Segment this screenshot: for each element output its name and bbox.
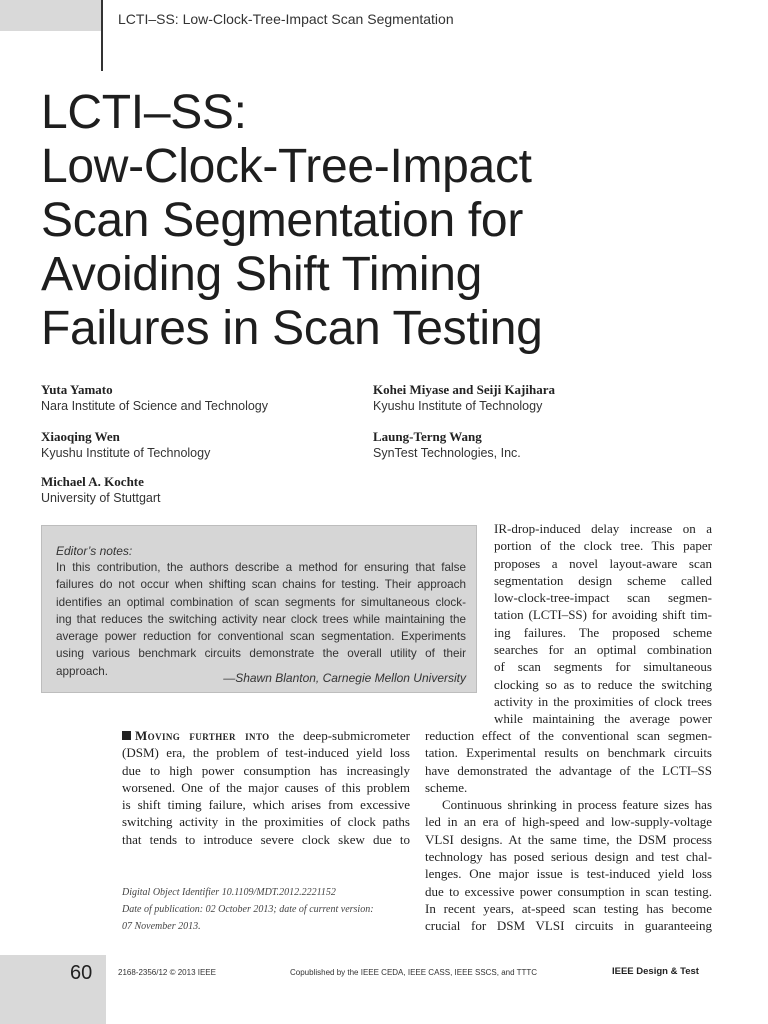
editor-notes-box: [41, 525, 477, 693]
body-line: of scan segments for simultaneous: [494, 659, 712, 675]
header-vertical-rule: [101, 0, 103, 71]
copublisher-line: Copublished by the IEEE CEDA, IEEE CASS, IEEE SSCS, and TTTC: [290, 968, 538, 977]
author-block: [41, 382, 268, 415]
body-line: lenges. One major issue is test-induced yield loss: [425, 866, 712, 882]
body-line: is shift timing failure, which arises from excessive: [122, 797, 410, 813]
editor-notes-line: identifies an optimal combination of scan segments for simultaneous clock-: [56, 595, 466, 609]
body-line: In recent years, at-speed scan testing has become: [425, 900, 712, 916]
title-line: Failures in Scan Testing: [41, 302, 543, 355]
body-line: portion of the clock tree. This paper: [494, 538, 712, 554]
author-name: Xiaoqing Wen: [41, 429, 120, 444]
body-line: led in an era of high-speed and low-supply-voltage: [425, 814, 712, 830]
date-note: Date of publication: 02 October 2013; date of current version:: [122, 904, 374, 915]
editor-notes-line: using various benchmark circuits demonstrate the overall utility of their: [56, 647, 466, 661]
publication-footnotes: [122, 884, 410, 935]
body-line: ing failures. The proposed scheme: [494, 624, 712, 640]
date-note-cont: 07 November 2013.: [122, 921, 201, 932]
body-line: VLSI designs. At the same time, the DSM process: [425, 831, 712, 847]
author-block: [373, 429, 521, 462]
body-line: segmentation design scheme called: [494, 572, 712, 588]
right-column-text: [425, 727, 712, 935]
body-line-first: [122, 727, 410, 744]
running-title: LCTI–SS: Low-Clock-Tree-Impact Scan Segmentation: [118, 11, 454, 27]
author-name: Yuta Yamato: [41, 382, 113, 397]
editor-signature: —Shawn Blanton, Carnegie Mellon University: [223, 671, 466, 685]
article-title: [41, 86, 731, 356]
author-affiliation: University of Stuttgart: [41, 491, 161, 505]
editor-notes-line: approach.: [56, 664, 108, 678]
body-line: clocking so as to reduce the switching: [494, 676, 712, 692]
body-line: that tends to introduce severe clock skew due to: [122, 831, 410, 847]
body-line: scheme.: [425, 779, 468, 795]
author-block: [41, 474, 161, 507]
body-line: technology has posed serious design and test chal-: [425, 849, 712, 865]
body-line: while maintaining the average power: [494, 711, 712, 727]
author-name: Kohei Miyase and Seiji Kajihara: [373, 382, 555, 397]
editor-notes-heading: Editor’s notes:: [56, 544, 133, 558]
author-affiliation: SynTest Technologies, Inc.: [373, 446, 521, 460]
body-line: (DSM) era, the problem of test-induced yield loss: [122, 745, 410, 761]
author-name: Michael A. Kochte: [41, 474, 144, 489]
issn-copyright: 2168-2356/12 © 2013 IEEE: [118, 968, 216, 977]
title-line: Low-Clock-Tree-Impact: [41, 140, 532, 193]
editor-notes-line: In this contribution, the authors describe a method for ensuring that false: [56, 561, 466, 574]
left-column-text: [122, 727, 410, 848]
editor-notes-body: [56, 560, 466, 681]
editor-notes-line: average power reduction for conventional scan segmentation. Experiments: [56, 630, 466, 644]
body-line: tation (LCTI–SS) for avoiding shift tim-: [494, 607, 712, 623]
lead-in-smallcaps: Moving further into: [135, 728, 270, 743]
editor-notes-line: ing that reduces the switching activity near clock trees while maintaining the: [56, 612, 466, 626]
header-gray-block: [0, 0, 101, 31]
title-line: Avoiding Shift Timing: [41, 248, 483, 301]
body-line: reduction effect of the conventional scan segmen-: [425, 728, 712, 743]
author-block: [41, 429, 210, 462]
editor-notes-line: failures do not occur when shifting scan chains for testing. Their approach: [56, 578, 466, 592]
body-line: have demonstrated the advantage of the LCTI–SS: [425, 762, 712, 778]
body-line: due to excessive power consumption in scan testing.: [425, 883, 712, 899]
body-line: low-clock-tree-impact scan segmen-: [494, 590, 712, 606]
author-name: Laung-Terng Wang: [373, 429, 482, 444]
author-affiliation: Kyushu Institute of Technology: [41, 446, 211, 460]
author-block: [373, 382, 555, 415]
journal-name: IEEE Design & Test: [612, 966, 699, 977]
title-line: LCTI–SS:: [41, 86, 247, 139]
section-start-square-icon: [122, 731, 131, 740]
page-number: 60: [70, 962, 93, 984]
doi-note: Digital Object Identifier 10.1109/MDT.2012.2221152: [122, 887, 336, 898]
body-line: worsened. One of the major causes of this problem: [122, 779, 410, 795]
body-line: proposes a novel layout-aware scan: [494, 555, 712, 571]
body-line: activity in the proximities of clock trees: [494, 693, 712, 709]
right-column-upper-text: [494, 520, 712, 728]
body-line: IR-drop-induced delay increase on a: [494, 521, 712, 536]
author-affiliation: Kyushu Institute of Technology: [373, 399, 543, 413]
body-line: tation. Experimental results on benchmark circuits: [425, 745, 712, 761]
body-line: searches for an optimal combination: [494, 642, 712, 658]
author-affiliation: Nara Institute of Science and Technology: [41, 399, 268, 413]
body-line: Continuous shrinking in process feature sizes has: [442, 797, 712, 813]
body-line: due to high power consumption has increasingly: [122, 762, 410, 778]
body-line: switching activity in the proximities of clock paths: [122, 814, 410, 830]
body-line: crucial for DSM VLSI circuits in guaranteeing: [425, 918, 712, 934]
title-line: Scan Segmentation for: [41, 194, 523, 247]
lead-in-rest: the deep-submicrometer: [269, 728, 410, 743]
